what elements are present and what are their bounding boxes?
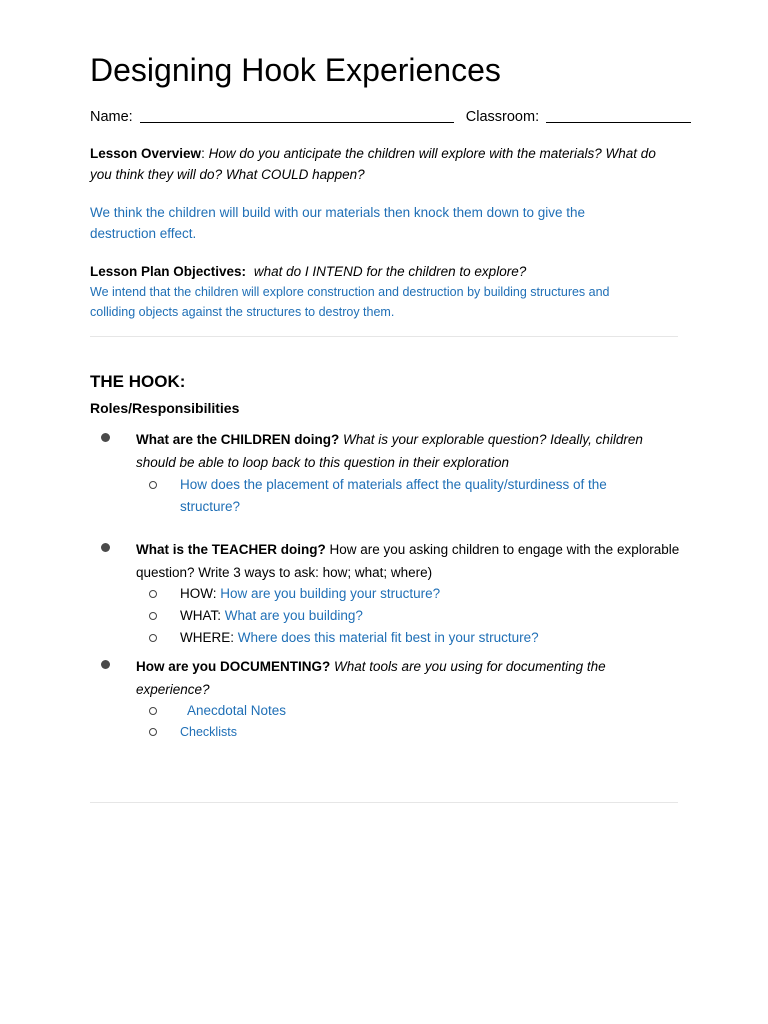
name-field[interactable]: [140, 108, 454, 123]
what-answer: What are you building?: [224, 608, 363, 623]
children-question-cont: [136, 452, 509, 474]
circle-bullet-icon: [149, 481, 157, 489]
lesson-overview-prompt: How do you anticipate the children will explore with the materials? What do: [208, 146, 656, 161]
tool-anecdotal-notes: Anecdotal Notes: [187, 703, 287, 718]
documenting-label: How are you DOCUMENTING?: [136, 659, 331, 674]
teacher-label: What is the TEACHER doing?: [136, 542, 326, 557]
answer-line: We think the children will build with our materials then knock them down to give the: [90, 205, 585, 220]
circle-bullet-icon: [149, 728, 157, 736]
bullet-icon: [101, 433, 110, 442]
children-prompt: What is your explorable question? Ideally, children: [343, 432, 643, 447]
lesson-overview-label: Lesson Overview: [90, 146, 202, 161]
children-answer-cont: structure?: [180, 499, 241, 514]
lesson-objectives-label: Lesson Plan Objectives:: [90, 264, 247, 279]
divider: [90, 336, 678, 337]
lesson-objectives: [90, 261, 680, 282]
documenting-prompt-cont: experience?: [136, 682, 210, 697]
hook-heading: THE HOOK:: [90, 372, 186, 391]
documenting-question: [136, 656, 606, 678]
documenting-question-cont: [136, 679, 210, 701]
answer-line: colliding objects against the structures to destroy them.: [90, 304, 395, 319]
children-prompt-cont: should be able to loop back to this question in their exploration: [136, 455, 509, 470]
where-item: [180, 627, 539, 649]
how-item: [180, 583, 440, 605]
answer-line: destruction effect.: [90, 226, 197, 241]
teacher-question: [136, 539, 679, 561]
what-label: WHAT:: [180, 608, 221, 623]
page-title: Designing Hook Experiences: [90, 52, 501, 88]
teacher-question-cont: question? Write 3 ways to ask: how; what; where): [136, 565, 433, 580]
circle-bullet-icon: [149, 707, 157, 715]
classroom-field[interactable]: [546, 108, 691, 123]
teacher-prompt: How are you asking children to engage with the explorable: [329, 542, 680, 557]
classroom-label: Classroom:: [465, 109, 540, 125]
lesson-objectives-prompt: what do I INTEND for the children to explore?: [253, 264, 527, 279]
where-answer: Where does this material fit best in your structure?: [237, 630, 539, 645]
documenting-prompt: What tools are you using for documenting the: [334, 659, 606, 674]
name-classroom-row: [90, 107, 691, 127]
where-label: WHERE:: [180, 630, 234, 645]
tool-checklists: Checklists: [180, 725, 237, 739]
answer-line: We intend that the children will explore construction and destruction by building structures and: [90, 285, 610, 299]
roles-heading: Roles/Responsibilities: [90, 400, 240, 416]
lesson-overview-answer: [90, 202, 680, 244]
lesson-overview: Lesson Overview: How do you anticipate the children will explore with the materials? What do you think they will do? What COULD happen?: [90, 146, 656, 182]
name-label: Name:: [90, 109, 133, 125]
children-answer: How does the placement of materials affect the quality/sturdiness of the: [180, 477, 607, 492]
circle-bullet-icon: [149, 590, 157, 598]
lesson-objectives-answer: [90, 283, 680, 322]
how-answer: How are you building your structure?: [220, 586, 441, 601]
bullet-icon: [101, 660, 110, 669]
children-label: What are the CHILDREN doing?: [136, 432, 340, 447]
how-label: HOW:: [180, 586, 217, 601]
circle-bullet-icon: [149, 634, 157, 642]
bullet-icon: [101, 543, 110, 552]
lesson-overview-prompt-cont: you think they will do? What COULD happen?: [90, 167, 365, 182]
divider: [90, 802, 678, 803]
circle-bullet-icon: [149, 612, 157, 620]
children-question: [136, 429, 643, 451]
what-item: [180, 605, 363, 627]
